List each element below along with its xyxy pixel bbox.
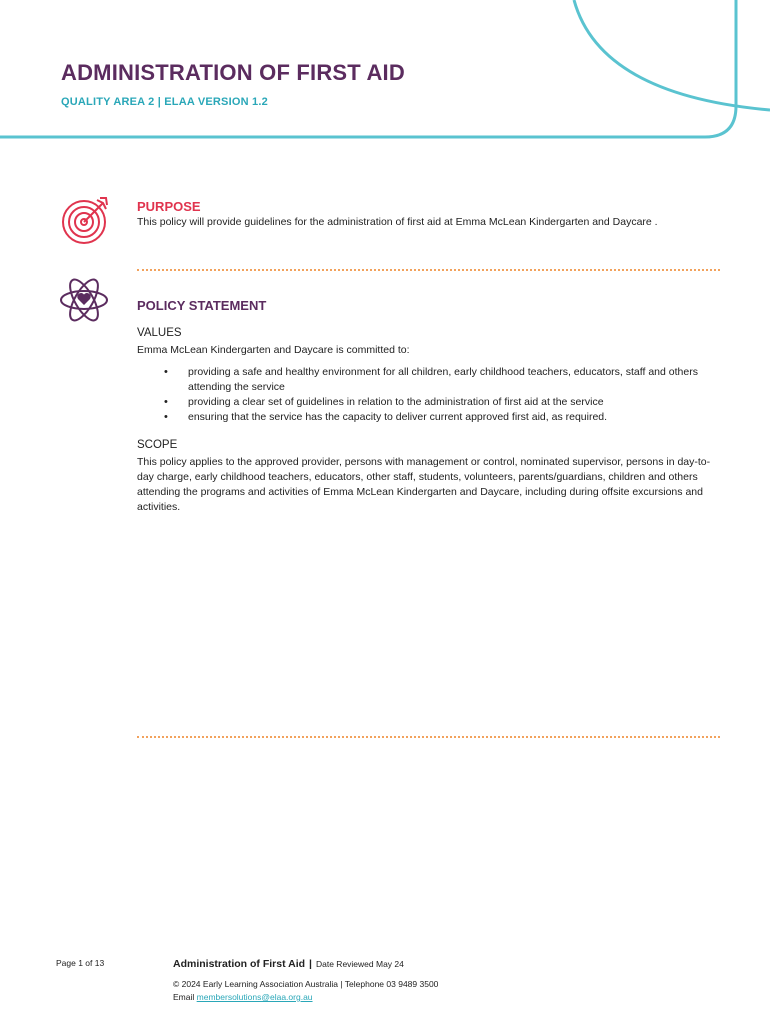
policy-statement-heading: POLICY STATEMENT: [137, 298, 267, 313]
page-number: Page 1 of 13: [56, 958, 105, 968]
purpose-heading: PURPOSE: [137, 199, 201, 214]
section-divider: [137, 269, 720, 271]
purpose-text: This policy will provide guidelines for the administration of first aid at Emma McLean Kindergarten and Daycare .: [137, 216, 658, 228]
footer-separator: |: [309, 958, 312, 970]
footer-title-line: [173, 958, 404, 970]
atom-heart-icon: [58, 274, 110, 326]
section-divider: [137, 736, 720, 738]
footer-copyright: © 2024 Early Learning Association Australia | Telephone 03 9489 3500: [173, 979, 439, 989]
values-intro: Emma McLean Kindergarten and Daycare is committed to:: [137, 344, 410, 356]
scope-heading: SCOPE: [137, 439, 178, 451]
document-title: ADMINISTRATION OF FIRST AID: [61, 60, 405, 85]
list-item: • ensuring that the service has the capacity to deliver current approved first aid, as required.: [137, 410, 722, 425]
target-arrow-icon: [60, 194, 112, 246]
document-subtitle: QUALITY AREA 2 | ELAA VERSION 1.2: [61, 96, 268, 108]
footer-email-label: Email: [173, 992, 195, 1002]
values-list: [137, 365, 722, 425]
list-item: • providing a safe and healthy environment for all children, early childhood teachers, educators, staff and others attending the service: [137, 365, 722, 395]
email-link[interactable]: membersolutions@elaa.org.au: [196, 992, 313, 1002]
footer-doc-title: Administration of First Aid: [173, 958, 306, 970]
footer-email-line: [173, 992, 313, 1002]
values-heading: VALUES: [137, 327, 182, 339]
footer-date-reviewed: Date Reviewed May 24: [315, 959, 404, 969]
list-item: • providing a clear set of guidelines in relation to the administration of first aid at the service: [137, 395, 722, 410]
scope-text: This policy applies to the approved provider, persons with management or control, nominated supervisor, persons in day-to-day charge, early childhood teachers, educators, other staff, students, volunteers, parents/guardians, children and others attending the programs and activities of Emma McLean Kindergarten and Daycare, including during offsite excursions and activities.: [137, 456, 711, 513]
